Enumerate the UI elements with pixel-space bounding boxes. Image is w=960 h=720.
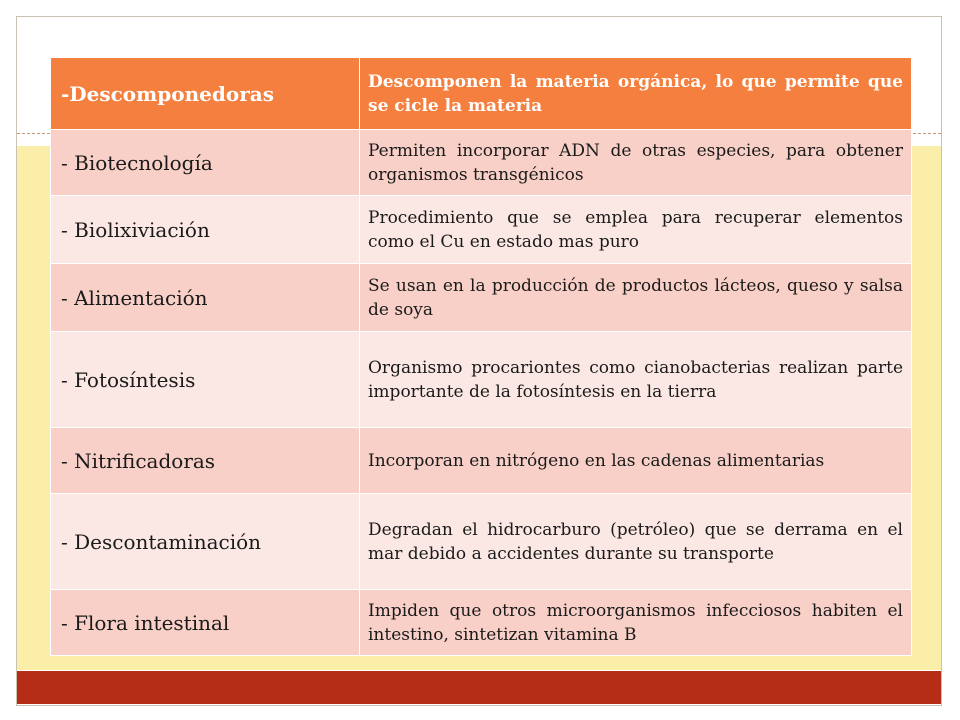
row-term: - Flora intestinal [51, 590, 360, 656]
row-description: Impiden que otros microorganismos infecciosos habiten el intestino, sintetizan vitamina B [360, 590, 912, 656]
row-term: - Biolixiviación [51, 196, 360, 264]
row-description: Se usan en la producción de productos lácteos, queso y salsa de soya [360, 264, 912, 332]
table-row [51, 428, 912, 494]
table-row [51, 494, 912, 590]
row-description: Incorporan en nitrógeno en las cadenas alimentarias [360, 428, 912, 494]
table-row [51, 590, 912, 656]
header-description: Descomponen la materia orgánica, lo que permite que se cicle la materia [360, 58, 912, 130]
bottom-accent-bar [17, 671, 941, 704]
row-term: - Descontaminación [51, 494, 360, 590]
row-term: - Fotosíntesis [51, 332, 360, 428]
row-term: - Biotecnología [51, 130, 360, 196]
table-row [51, 332, 912, 428]
table-row [51, 196, 912, 264]
microorganism-uses-table [50, 57, 912, 656]
table-row [51, 130, 912, 196]
row-term: - Alimentación [51, 264, 360, 332]
table-row [51, 264, 912, 332]
header-term: -Descomponedoras [51, 58, 360, 130]
table-header-row [51, 58, 912, 130]
row-description: Degradan el hidrocarburo (petróleo) que se derrama en el mar debido a accidentes durante su transporte [360, 494, 912, 590]
row-description: Procedimiento que se emplea para recuperar elementos como el Cu en estado mas puro [360, 196, 912, 264]
row-term: - Nitrificadoras [51, 428, 360, 494]
row-description: Permiten incorporar ADN de otras especies, para obtener organismos transgénicos [360, 130, 912, 196]
row-description: Organismo procariontes como cianobacterias realizan parte importante de la fotosíntesis en la tierra [360, 332, 912, 428]
